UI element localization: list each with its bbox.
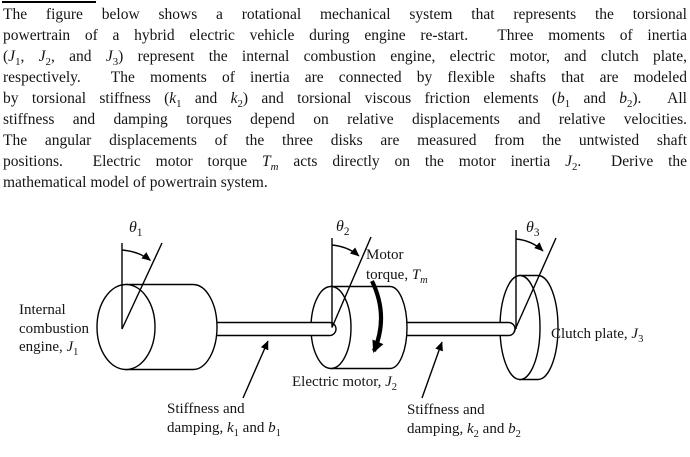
theta2-label: $\theta_2$	[336, 218, 350, 239]
shaft-1	[206, 323, 336, 336]
stiffness1-pointer-arrow	[243, 341, 268, 398]
theta3-label: $\theta_3$	[526, 219, 540, 240]
clutch-label: Clutch plate, $J_3$	[551, 326, 644, 345]
paragraph-line: by torsional stiffness ($k_1$ and $k_2$) and torsional viscous friction elements ($b_1$ and $b_2$). All	[3, 90, 687, 111]
paragraph-line: stiffness and damping torques depend on relative displacements and relative velocities.	[3, 111, 687, 128]
motor-label: Electric motor, $J_2$	[292, 374, 398, 393]
paragraph-line: respectively. The moments of inertia are connected by flexible shafts that are modeled	[3, 69, 687, 86]
motor-torque-label: Motor torque, $T_m$	[366, 247, 428, 286]
engine-cylinder	[97, 285, 217, 370]
stiffness1-label: Stiffness and damping, $k_1$ and $b_1$	[167, 401, 281, 439]
paragraph-line: powertrain of a hybrid electric vehicle during engine re-start. Three moments of inertia	[3, 27, 687, 44]
header-underline-rule	[2, 1, 96, 3]
paragraph-line: ($J_1$, $J_2$, and $J_3$) represent the internal combustion engine, electric motor, and clutch plate,	[3, 48, 687, 69]
paragraph-line: The angular displacements of the three disks are measured from the untwisted shaft	[3, 132, 687, 149]
paragraph-line: The figure below shows a rotational mechanical system that represents the torsional	[3, 6, 687, 23]
stiffness2-pointer-arrow	[422, 342, 442, 398]
problem-statement	[3, 4, 687, 193]
theta1-label: $\theta_1$	[129, 219, 143, 240]
powertrain-diagram	[0, 210, 690, 457]
engine-label: Internal combustion engine, $J_1$	[19, 302, 89, 358]
stiffness2-label: Stiffness and damping, $k_2$ and $b_2$	[407, 402, 521, 440]
paragraph-line: positions. Electric motor torque $T_m$ acts directly on the motor inertia $J_2$. Derive the	[3, 153, 688, 174]
paragraph-line: mathematical model of powertrain system.	[3, 174, 268, 191]
shaft-2	[399, 323, 515, 336]
